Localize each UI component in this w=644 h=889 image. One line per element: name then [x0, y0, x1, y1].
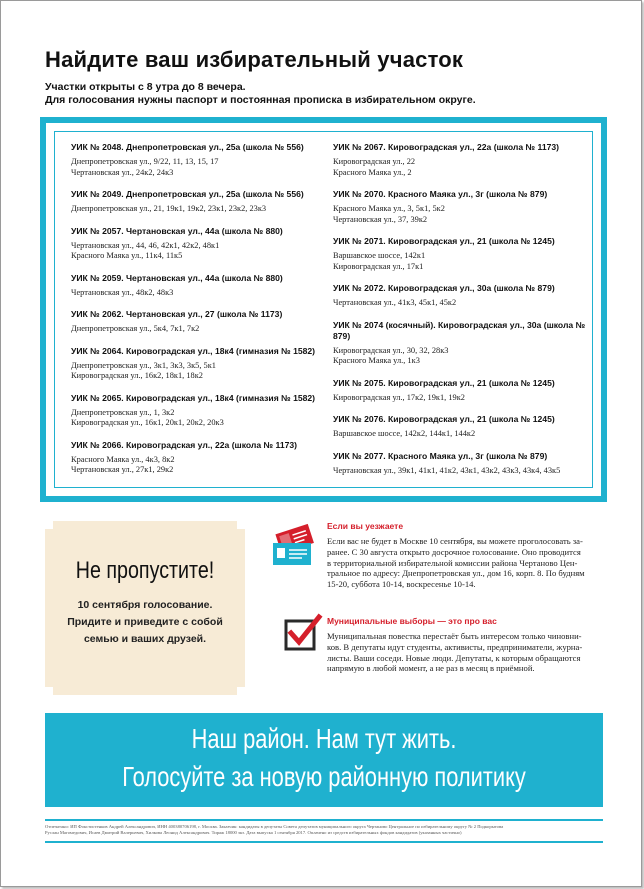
station-address-line: Красного Маяка ул., 11к4, 11к5	[71, 251, 183, 260]
station-heading: УИК № 2064. Кировоградская ул., 18к4 (гимназия № 1582)	[71, 345, 316, 356]
station-addresses	[71, 324, 326, 335]
subtitle-requirements: Для голосования нужны паспорт и постоянная прописка в избирательном округе.	[45, 94, 476, 106]
station-address-line: Чертановская ул., 41к3, 45к1, 45к2	[333, 298, 457, 307]
station-addresses	[71, 204, 326, 215]
paragraph-line: листы. Ваши соседи. Новые люди. Депутаты, к которым обращаются	[327, 652, 581, 663]
poster-invite: Придите и приведите с собой	[67, 616, 223, 628]
station-addresses	[333, 346, 588, 367]
station-addresses	[71, 455, 326, 476]
paragraph-line: ков. В депутаты идут студенты, активисты, предприниматели, журна-	[327, 641, 583, 652]
poster-corner	[237, 687, 245, 695]
polling-station	[333, 283, 588, 309]
polling-station	[333, 142, 588, 178]
station-addresses	[71, 361, 326, 382]
polling-station	[333, 236, 588, 272]
paragraph-line: 15-20, суббота 10-14, воскресенье 10-14.	[327, 579, 476, 590]
station-heading: УИК № 2075. Кировоградская ул., 21 (школа № 1245)	[333, 377, 555, 388]
polling-station	[71, 189, 326, 215]
stations-column-right	[333, 142, 588, 487]
station-addresses	[333, 251, 588, 272]
station-heading: УИК № 2057. Чертановская ул., 44а (школа № 880)	[71, 225, 283, 236]
station-heading: УИК № 2077. Красного Маяка ул., 3г (школа № 879)	[333, 450, 548, 461]
paragraph-line: в территориальной избирательной комиссии района Чертаново Цен-	[327, 557, 578, 568]
station-address-line: Чертановская ул., 24к2, 24к3	[71, 167, 174, 177]
paragraph-line: Если вас не будет в Москве 10 сентября, вы можете проголосовать за-	[327, 536, 583, 546]
poster-corner	[45, 521, 53, 529]
polling-station	[71, 346, 326, 382]
station-addresses	[333, 204, 588, 225]
checkbox-check-icon	[283, 613, 325, 658]
polling-station	[333, 320, 588, 367]
reminder-poster	[45, 521, 245, 695]
station-addresses	[333, 157, 588, 178]
polling-station	[71, 440, 326, 476]
station-address-line: Днепропетровская ул., 9/22, 11, 13, 15, 17	[71, 157, 219, 166]
away-body	[327, 536, 603, 590]
paragraph-line: напрямую в любой момент, а не раз в месяц в приёмной.	[327, 663, 535, 674]
station-heading: УИК № 2071. Кировоградская ул., 21 (школа № 1245)	[333, 236, 555, 246]
station-addresses	[333, 298, 588, 309]
slogan-banner	[45, 713, 603, 807]
station-addresses	[71, 157, 326, 178]
page-subtitle	[45, 81, 476, 107]
station-address-line: Красного Маяка ул., 1к3	[333, 356, 420, 365]
municipal-body	[327, 631, 603, 674]
polling-stations-inner	[54, 131, 593, 488]
poster-corner	[237, 521, 245, 529]
station-addresses	[333, 393, 588, 404]
slogan-line-2: Голосуйте за новую районную политику	[122, 761, 526, 792]
footer-line-2: Руслан Магомедович, Исаев Дмитрий Валерьевич, Хилкова Леонид Александрович. Тираж 18000 экз. Дата выпуска 1 сентября 2017. Оплачено из средств избирательных фондов кандидатов (указанных частично)	[45, 830, 462, 836]
polling-station	[71, 226, 326, 262]
polling-station	[333, 189, 588, 225]
station-address-line: Варшавское шоссе, 142к2, 144к1, 144к2	[333, 429, 476, 438]
page-title: Найдите ваш избирательный участок	[45, 47, 464, 72]
station-address-line: Варшавское шоссе, 142к1	[333, 251, 426, 260]
polling-station	[333, 451, 588, 477]
station-addresses	[71, 288, 326, 299]
station-heading: УИК № 2062. Чертановская ул., 27 (школа № 1173)	[71, 309, 283, 319]
away-heading: Если вы уезжаете	[327, 521, 404, 531]
station-address-line: Кировоградская ул., 17к1	[333, 261, 424, 271]
station-address-line: Кировоградская ул., 16к2, 18к1, 18к2	[71, 371, 203, 380]
station-heading: УИК № 2067. Кировоградская ул., 22а (школа № 1173)	[333, 142, 560, 152]
station-address-line: Днепропетровская ул., 3к1, 3к3, 3к5, 5к1	[71, 360, 216, 370]
station-address-line: Красного Маяка ул., 4к3, 8к2	[71, 454, 175, 464]
polling-station	[71, 309, 326, 335]
station-address-line: Днепропетровская ул., 5к4, 7к1, 7к2	[71, 324, 200, 333]
stations-column-left	[71, 142, 326, 487]
polling-station	[71, 142, 326, 178]
station-address-line: Кировоградская ул., 16к1, 20к1, 20к2, 20к3	[71, 418, 224, 427]
station-address-line: Чертановская ул., 39к1, 41к1, 41к2, 43к1, 43к2, 43к3, 43к4, 43к5	[333, 465, 561, 475]
station-addresses	[71, 408, 326, 429]
station-addresses	[333, 429, 588, 440]
footer-imprint	[45, 824, 603, 836]
municipal-heading: Муниципальные выборы — это про вас	[327, 616, 497, 626]
station-address-line: Чертановская ул., 27к1, 29к2	[71, 465, 174, 474]
poster-text	[45, 597, 245, 648]
paragraph-line: ранее. С 30 августа открыто досрочное голосование. Оно проводится	[327, 546, 581, 557]
station-addresses	[333, 466, 588, 477]
station-heading: УИК № 2076. Кировоградская ул., 21 (школа № 1245)	[333, 414, 555, 424]
station-address-line: Красного Маяка ул., 3, 5к1, 5к2	[333, 204, 445, 213]
station-address-line: Днепропетровская ул., 1, 3к2	[71, 407, 175, 417]
footer-line-1: Отпечатано: ИП Фокстистенков Андрей Александрович, ИНН 400380706198, г. Москва. Заказчик: кандидаты в депутаты Совета депутатов муниципального округа Чертаново Центральное по избирательному округу № 2 Подкорытова	[45, 824, 504, 829]
paragraph-line: тральное по адресу: Днепропетровская ул., дом 16, корп. 8. По будням	[327, 568, 585, 579]
ticket-icon	[269, 523, 319, 574]
footer-rule-bottom	[45, 841, 603, 843]
slogan-line-1: Наш район. Нам тут жить.	[191, 723, 457, 754]
poster-date: 10 сентября голосование.	[77, 599, 213, 611]
station-address-line: Днепропетровская ул., 21, 19к1, 19к2, 23к1, 23к2, 23к3	[71, 204, 267, 213]
station-address-line: Кировоградская ул., 17к2, 19к1, 19к2	[333, 392, 465, 402]
station-address-line: Красного Маяка ул., 2	[333, 167, 412, 177]
paragraph-line: Муниципальная повестка перестаёт быть интересом только чиновни-	[327, 631, 582, 641]
station-address-line: Чертановская ул., 48к2, 48к3	[71, 287, 174, 297]
polling-station	[333, 378, 588, 404]
station-heading: УИК № 2074 (косячный). Кировоградская ул., 30а (школа № 879)	[333, 319, 586, 341]
station-address-line: Чертановская ул., 44, 46, 42к1, 42к2, 48к1	[71, 240, 220, 250]
station-heading: УИК № 2048. Днепропетровская ул., 25а (школа № 556)	[71, 142, 304, 152]
station-address-line: Кировоградская ул., 22	[333, 157, 416, 166]
station-heading: УИК № 2072. Кировоградская ул., 30а (школа № 879)	[333, 283, 555, 293]
polling-station	[333, 414, 588, 440]
subtitle-hours: Участки открыты с 8 утра до 8 вечера.	[45, 81, 246, 93]
polling-stations-box	[40, 117, 607, 502]
station-address-line: Чертановская ул., 37, 39к2	[333, 214, 428, 224]
station-heading: УИК № 2059. Чертановская ул., 44а (школа № 880)	[71, 272, 283, 283]
poster-corner	[45, 687, 53, 695]
station-heading: УИК № 2066. Кировоградская ул., 22а (школа № 1173)	[71, 439, 298, 450]
station-heading: УИК № 2070. Красного Маяка ул., 3г (школа № 879)	[333, 189, 548, 199]
polling-station	[71, 393, 326, 429]
station-address-line: Кировоградская ул., 30, 32, 28к3	[333, 345, 449, 355]
footer-rule-top	[45, 819, 603, 821]
station-heading: УИК № 2049. Днепропетровская ул., 25а (школа № 556)	[71, 189, 304, 199]
poster-family: семью и ваших друзей.	[83, 633, 207, 645]
polling-station	[71, 273, 326, 299]
poster-title: Не пропустите!	[75, 557, 215, 584]
station-addresses	[71, 241, 326, 262]
station-heading: УИК № 2065. Кировоградская ул., 18к4 (гимназия № 1582)	[71, 392, 316, 403]
